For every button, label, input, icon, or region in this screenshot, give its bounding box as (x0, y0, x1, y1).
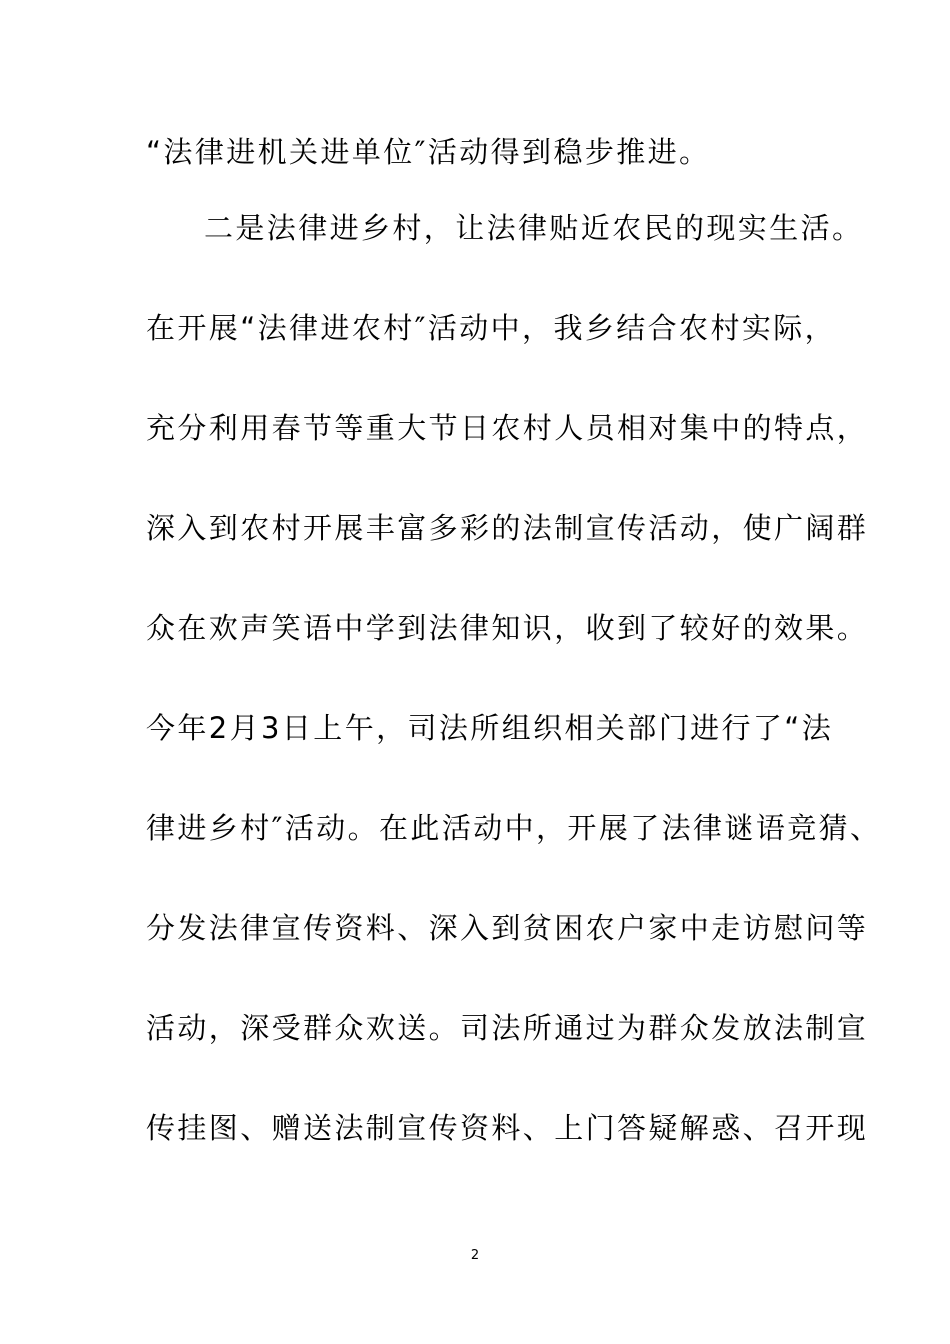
body-text-line: 传挂图、赠送法制宣传资料、上门答疑解惑、召开现 (146, 1111, 869, 1145)
page-number: 2 (470, 1248, 480, 1263)
body-text-line: 二是法律进乡村，让法律贴近农民的现实生活。 (204, 211, 864, 245)
body-text-line: 今年2月3日上午，司法所组织相关部门进行了“法 (146, 711, 834, 745)
body-text-line: 充分利用春节等重大节日农村人员相对集中的特点， (146, 411, 869, 445)
body-text-line: “法律进机关进单位″活动得到稳步推进。 (146, 135, 711, 169)
body-text-line: 在开展“法律进农村″活动中，我乡结合农村实际， (146, 311, 837, 345)
body-text-line: 律进乡村″活动。在此活动中，开展了法律谜语竞猜、 (146, 811, 882, 845)
body-text-line: 深入到农村开展丰富多彩的法制宣传活动，使广阔群 (146, 511, 869, 545)
body-text-line: 活动，深受群众欢送。司法所通过为群众发放法制宣 (146, 1011, 869, 1045)
body-text-line: 众在欢声笑语中学到法律知识，收到了较好的效果。 (146, 611, 869, 645)
body-text-line: 分发法律宣传资料、深入到贫困农户家中走访慰问等 (146, 911, 869, 945)
